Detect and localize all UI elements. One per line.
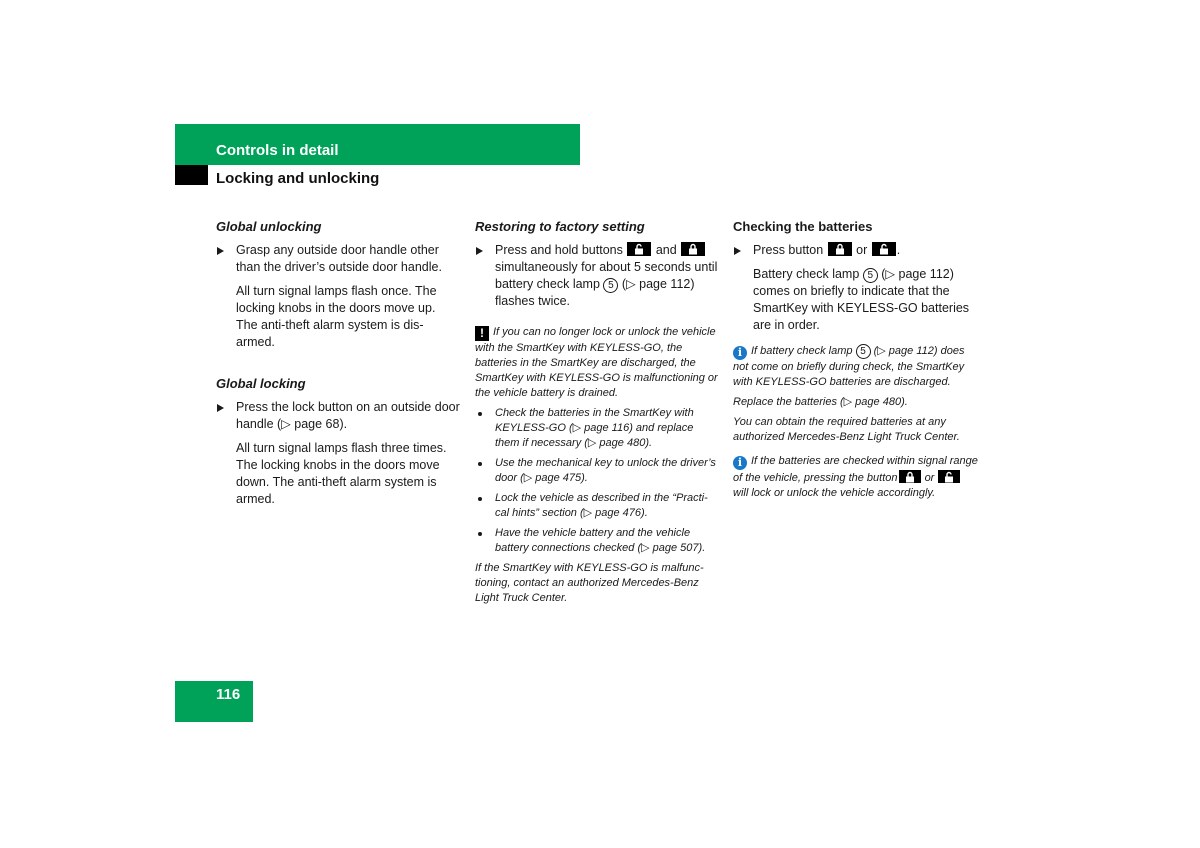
warning-text: If you can no longer lock or unlock the vehicle with the SmartKey with KEYLESS-GO, the batteries in the SmartKey are discharged, the SmartKey with KEYLESS-GO is malfunctioning or the vehicle battery is drained.: [475, 326, 718, 399]
heading-global-locking: Global locking: [216, 376, 306, 391]
step-text: .: [896, 243, 901, 257]
heading-global-unlocking: Global unlocking: [216, 219, 322, 234]
bullet-icon: [478, 412, 482, 416]
obtain-note: You can obtain the required batteries at any authorized Mercedes-Benz Light Truck Center.: [733, 416, 960, 443]
bullet-icon: [478, 532, 482, 536]
result-global-unlocking: All turn signal lamps flash once. The locking knobs in the doors move up. The anti-theft alarm system is dis-armed.: [236, 284, 437, 349]
column-2: [475, 218, 720, 611]
step-text: Grasp any outside door handle other than the driver’s outside door handle.: [236, 243, 442, 274]
info-text: If the batteries are checked within signal range of the vehicle, pressing the button: [733, 455, 978, 484]
unlock-button-icon: [872, 242, 896, 256]
step-global-unlocking: [216, 242, 460, 276]
section-marker: [175, 165, 208, 185]
list-item: [475, 406, 720, 451]
warning-icon: !: [475, 326, 489, 341]
bullet-icon: [478, 497, 482, 501]
info-icon: i: [733, 456, 747, 470]
page-number: 116: [216, 686, 241, 703]
lamp-number: 5: [603, 278, 618, 293]
result-global-locking: All turn signal lamps flash three times. The locking knobs in the doors move down. The anti-theft alarm system is armed.: [236, 441, 447, 506]
step-checking-batteries: [733, 242, 978, 259]
info-text: (▷ page 112) does not come on briefly during check, the SmartKey with KEYLESS-GO batteries are discharged.: [733, 345, 965, 388]
result-text: Battery check lamp: [753, 267, 860, 281]
replace-note: Replace the batteries (▷ page 480).: [733, 396, 908, 408]
step-arrow-icon: [734, 247, 741, 255]
list-item: [475, 456, 720, 486]
section-title: Controls in detail: [216, 142, 339, 159]
step-arrow-icon: [476, 247, 483, 255]
list-item-text: Lock the vehicle as described in the “Practi-cal hints” section (▷ page 476).: [495, 492, 708, 519]
column-1: [216, 218, 460, 515]
step-arrow-icon: [217, 404, 224, 412]
step-text: Press and hold buttons: [495, 243, 623, 257]
step-factory-setting: [475, 242, 720, 310]
list-item: [475, 526, 720, 556]
lamp-number: 5: [863, 268, 878, 283]
page-number-box: [175, 681, 253, 722]
unlock-button-icon: [938, 470, 960, 483]
closing-note: If the SmartKey with KEYLESS-GO is malfunc-tioning, contact an authorized Mercedes-Benz Light Truck Center.: [475, 562, 704, 604]
warning-note: [475, 325, 720, 401]
column-3: [733, 218, 978, 506]
info-text: or: [924, 472, 935, 484]
info-text: If battery check lamp: [751, 345, 853, 357]
step-text: Press button: [753, 243, 824, 257]
info-note-1: [733, 344, 978, 390]
heading-checking-batteries: Checking the batteries: [733, 219, 873, 234]
page-title: Locking and unlocking: [216, 170, 380, 187]
lamp-number: 5: [856, 344, 871, 359]
result-text: (▷ page 112) comes on briefly to indicate that the SmartKey with KEYLESS-GO batteries are in order.: [753, 267, 970, 332]
lock-button-icon: [899, 470, 921, 483]
list-item-text: Have the vehicle battery and the vehicle battery connections checked (▷ page 507).: [495, 527, 706, 554]
lock-button-icon: [681, 242, 705, 256]
bullet-icon: [478, 462, 482, 466]
info-note-2: [733, 454, 978, 501]
result-checking-batteries: [733, 266, 978, 334]
step-text: or: [856, 243, 868, 257]
step-text: simultaneously for about 5 seconds until battery check lamp: [495, 260, 718, 291]
step-arrow-icon: [217, 247, 224, 255]
list-item-text: Check the batteries in the SmartKey with KEYLESS-GO (▷ page 116) and replace them if necessary (▷ page 480).: [495, 407, 694, 449]
step-text: and: [655, 243, 677, 257]
info-text: will lock or unlock the vehicle accordingly.: [733, 487, 936, 499]
step-text: Press the lock button on an outside door handle (▷ page 68).: [236, 400, 460, 431]
list-item: [475, 491, 720, 521]
heading-factory-setting: Restoring to factory setting: [475, 219, 645, 234]
lock-button-icon: [828, 242, 852, 256]
info-icon: i: [733, 346, 747, 360]
list-item-text: Use the mechanical key to unlock the driver’s door (▷ page 475).: [495, 457, 716, 484]
step-text: (▷ page 112) flashes twice.: [495, 277, 695, 308]
step-global-locking: [216, 399, 460, 433]
unlock-button-icon: [627, 242, 651, 256]
